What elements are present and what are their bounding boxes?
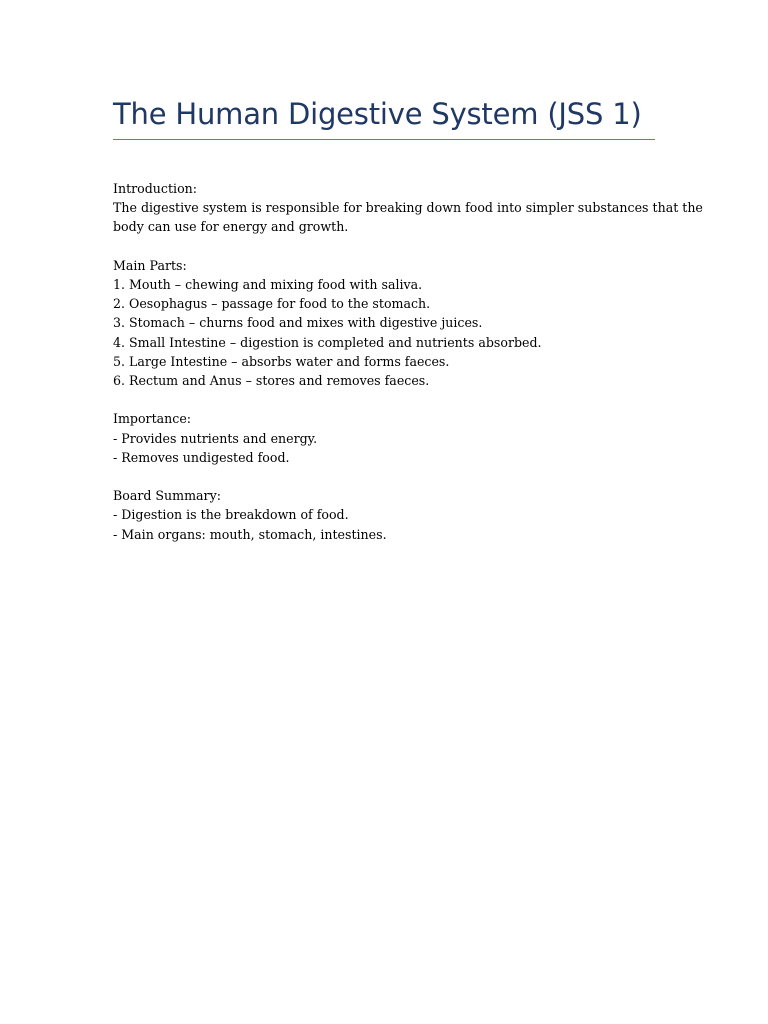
document-title: The Human Digestive System (JSS 1) [113, 97, 642, 131]
introduction-section [113, 179, 703, 237]
main-parts-item: 4. Small Intestine – digestion is completed and nutrients absorbed. [113, 334, 542, 350]
introduction-heading: Introduction: [113, 181, 197, 196]
importance-item: - Provides nutrients and energy. [113, 430, 318, 446]
title-underline [113, 139, 655, 140]
importance-heading: Importance: [113, 411, 192, 427]
paragraph-gap [113, 390, 655, 409]
main-parts-heading: Main Parts: [113, 257, 187, 273]
introduction-line: body can use for energy and growth. [113, 219, 349, 235]
introduction-line: The digestive system is responsible for breaking down food into simpler substances that the [113, 200, 703, 216]
paragraph-gap [113, 237, 655, 256]
main-parts-item: 2. Oesophagus – passage for food to the stomach. [113, 296, 431, 312]
main-parts-item: 1. Mouth – chewing and mixing food with saliva. [113, 277, 423, 292]
main-parts-item: 6. Rectum and Anus – stores and removes faeces. [113, 373, 430, 389]
board-summary-item: - Digestion is the breakdown of food. [113, 507, 349, 523]
importance-item: - Removes undigested food. [113, 449, 290, 465]
main-parts-item: 3. Stomach – churns food and mixes with digestive juices. [113, 315, 483, 331]
board-summary-section [113, 486, 655, 544]
main-parts-item: 5. Large Intestine – absorbs water and forms faeces. [113, 353, 450, 369]
board-summary-item: - Main organs: mouth, stomach, intestines. [113, 526, 387, 542]
paragraph-gap [113, 467, 655, 486]
document-body [113, 179, 703, 544]
main-parts-section [113, 256, 655, 390]
board-summary-heading: Board Summary: [113, 488, 221, 504]
importance-section [113, 409, 655, 467]
